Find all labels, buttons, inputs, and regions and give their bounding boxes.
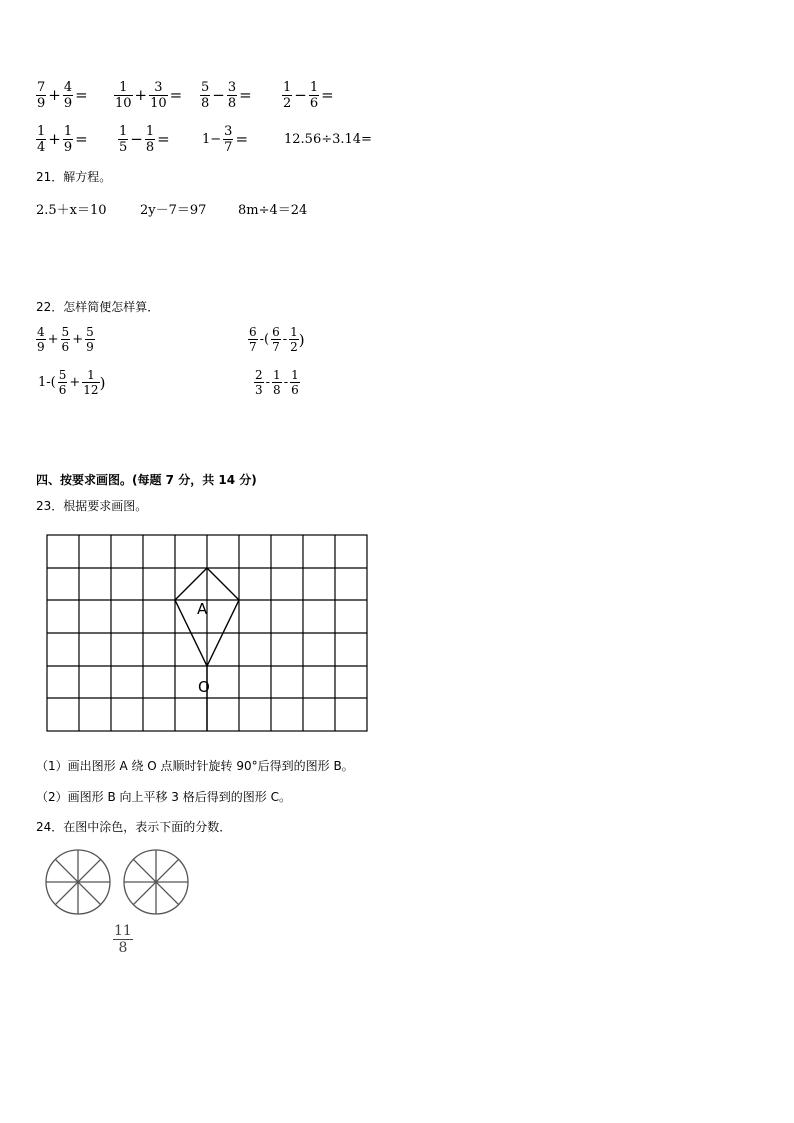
numerator: 1 [63,123,73,139]
numerator: 1 [37,123,46,139]
denominator: 9 [37,95,46,111]
operator: − [212,86,225,104]
numerator: 1 [283,79,292,95]
fraction [248,326,258,353]
q21-equations [36,199,307,218]
denominator: 8 [145,139,155,155]
fraction [254,369,264,396]
numerator: 5 [201,79,210,95]
equals: = [321,86,334,104]
q24-title: 24．在图中涂色，表示下面的分数． [36,820,232,834]
numerator: 3 [154,79,163,95]
operator: + [72,332,84,347]
numerator: 6 [272,325,280,339]
equals: = [75,130,88,148]
fraction [58,369,68,396]
calc-7 [200,125,284,154]
operator: - [282,332,288,347]
equation-3: 8m÷4＝24 [238,203,308,218]
fraction [309,81,319,110]
operator: + [47,332,59,347]
numerator: 4 [63,79,73,95]
fraction [63,81,73,110]
denominator: 8 [227,95,237,111]
denominator: 6 [291,383,299,397]
denominator: 2 [283,95,292,111]
numerator: 1 [291,368,299,382]
equals: = [169,86,183,104]
equation-1: 2.5＋x＝10 [36,203,107,218]
q23-task-2: （2）画图形 B 向上平移 3 格后得到的图形 C。 [36,790,291,804]
operator: + [48,130,61,148]
fraction [113,924,133,955]
denominator: 8 [201,95,210,111]
numerator: 3 [224,123,233,139]
fraction [36,125,46,154]
section-4-title: 四、按要求画图。(每题 7 分，共 14 分) [36,473,257,487]
numerator: 1 [273,368,281,382]
numerator: 11 [114,923,132,939]
denominator: 8 [118,940,128,956]
equals: = [235,130,249,148]
fraction [85,326,95,353]
denominator: 10 [115,95,132,111]
equals: = [239,86,252,104]
operator: + [69,375,81,390]
q24-fraction [113,924,133,955]
equals: = [157,130,170,148]
numerator: 1 [290,325,298,339]
q22-expr-1 [36,326,95,353]
operator: - [283,375,289,390]
leading-term: 1-( [38,375,56,390]
label-o: O [198,678,210,696]
q22-expr-3 [36,369,105,396]
fraction [223,125,233,154]
denominator: 9 [86,340,94,354]
fraction-circles [40,846,200,920]
calc-1 [36,81,114,110]
denominator: 12 [83,383,99,397]
numerator: 2 [255,368,263,382]
circle-1 [46,850,110,914]
numerator: 7 [37,79,46,95]
denominator: 8 [273,383,281,397]
numerator: 3 [227,79,237,95]
fraction [145,125,155,154]
label-a: A [197,600,208,618]
calc-4 [282,81,336,110]
fraction [282,81,292,110]
calc-2 [114,81,200,110]
operator: − [294,86,307,104]
fraction [63,125,73,154]
calc-8: 12.56÷3.14= [284,131,372,147]
grid-diagram [44,528,374,736]
numerator: 1 [145,123,155,139]
numerator: 5 [86,325,94,339]
denominator: 9 [63,95,73,111]
denominator: 7 [272,340,280,354]
fraction [290,369,300,396]
denominator: 7 [224,139,233,155]
denominator: 10 [150,95,167,111]
q21-title: 21．解方程。 [36,170,112,184]
numerator: 1 [119,79,128,95]
leading-term: 1− [202,131,222,147]
numerator: 1 [119,123,128,139]
close-paren: ) [99,373,106,392]
denominator: 5 [119,139,128,155]
operator: + [134,86,148,104]
denominator: 9 [63,139,73,155]
denominator: 2 [290,340,298,354]
equals: = [75,86,88,104]
denominator: 6 [309,95,319,111]
calc-3 [200,81,282,110]
numerator: 1 [309,79,319,95]
fraction [114,81,133,110]
fraction [271,326,281,353]
denominator: 7 [249,340,257,354]
calc-6 [118,125,200,154]
denominator: 6 [58,383,67,397]
numerator: 5 [58,368,67,382]
fraction [272,369,282,396]
q22-title: 22．怎样简便怎样算． [36,300,160,314]
numerator: 4 [37,325,45,339]
fraction [227,81,237,110]
equation-2: 2y－7＝97 [140,203,207,218]
operator: − [130,130,143,148]
fraction [118,125,128,154]
denominator: 4 [37,139,46,155]
operator: -( [259,332,270,347]
q22-expr-2 [248,326,305,353]
numerator: 5 [61,325,70,339]
denominator: 3 [255,383,263,397]
fraction [36,81,46,110]
q23-task-1: （1）画出图形 A 绕 O 点顺时针旋转 90°后得到的图形 B。 [36,759,354,773]
operator: - [265,375,271,390]
calc-row-1 [36,75,336,115]
calc-row-2 [36,119,372,159]
denominator: 6 [61,340,70,354]
operator: + [48,86,61,104]
q23-title: 23．根据要求画图。 [36,499,148,513]
calc-5 [36,125,118,154]
denominator: 9 [37,340,45,354]
fraction [82,369,99,396]
fraction [200,81,210,110]
fraction [149,81,168,110]
q22-expr-4 [254,369,300,396]
fraction [61,326,71,353]
numerator: 1 [87,368,95,382]
close-paren: ) [298,330,305,349]
circle-2 [124,850,188,914]
numerator: 6 [249,325,257,339]
fraction [36,326,46,353]
fraction [289,326,299,353]
